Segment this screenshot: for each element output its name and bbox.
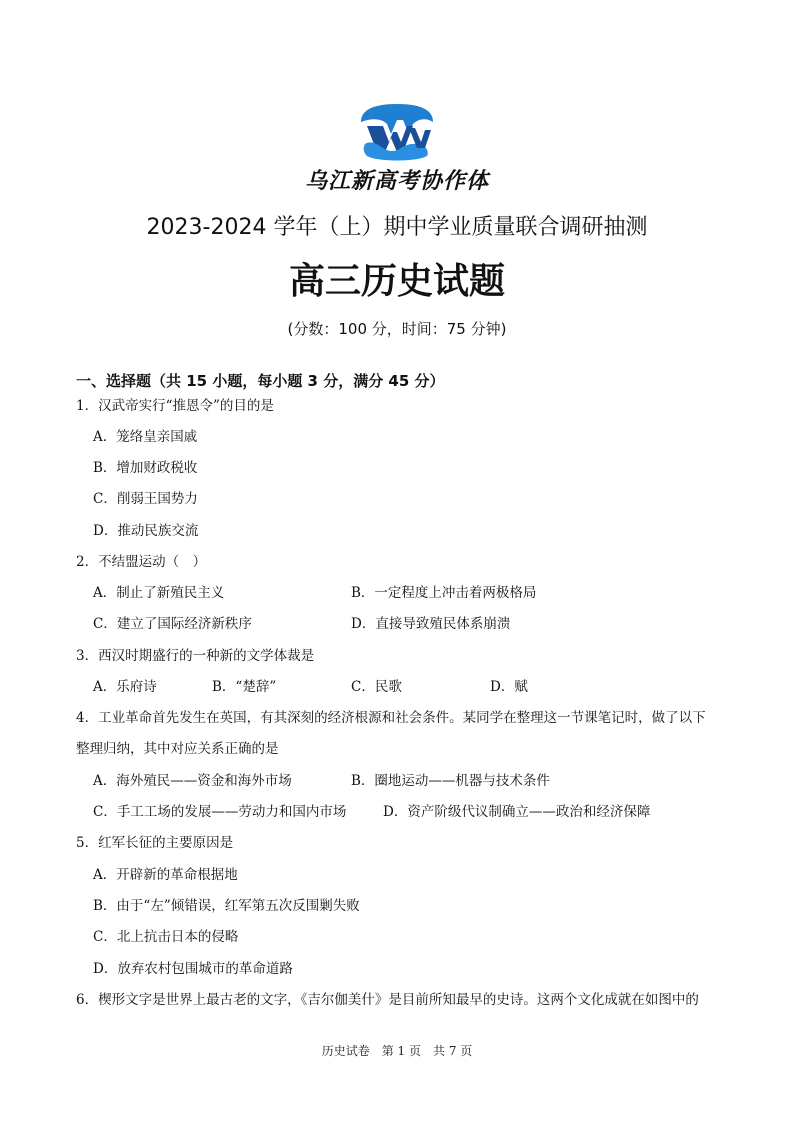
organization-name: 乌江新高考协作体 xyxy=(304,169,489,194)
question-4-option-d: D．资产阶级代议制确立——政治和经济保障 xyxy=(383,804,651,820)
question-1-option-a: A．笼络皇亲国戚 xyxy=(93,429,198,445)
question-4-option-c: C．手工工场的发展——劳动力和国内市场 xyxy=(93,804,347,820)
question-4-option-b: B．圈地运动——机器与技术条件 xyxy=(351,773,550,789)
question-1-option-c: C．削弱王国势力 xyxy=(93,491,198,507)
organization-logo xyxy=(357,104,437,162)
question-2-stem: 2．不结盟运动（ ） xyxy=(76,554,207,570)
question-4-stem-line-2: 整理归纳，其中对应关系正确的是 xyxy=(76,741,279,757)
question-2-option-b: B．一定程度上冲击着两极格局 xyxy=(351,585,537,601)
page-footer: 历史试卷 第 1 页 共 7 页 xyxy=(321,1044,473,1058)
page-title: 高三历史试题 xyxy=(288,261,505,302)
question-6-stem: 6．楔形文字是世界上最古老的文字，《吉尔伽美什》是目前所知最早的史诗。这两个文化成就在如图中的 xyxy=(76,992,699,1008)
question-3-option-a: A．乐府诗 xyxy=(93,679,157,695)
section-heading: 一、选择题（共 15 小题，每小题 3 分，满分 45 分） xyxy=(76,372,445,390)
question-1-stem: 1．汉武帝实行“推恩令”的目的是 xyxy=(76,398,274,414)
question-5-option-b: B．由于“左”倾错误，红军第五次反围剿失败 xyxy=(93,898,360,914)
question-3-option-b: B．“楚辞” xyxy=(212,679,277,695)
question-2-option-d: D．直接导致殖民体系崩溃 xyxy=(351,616,511,632)
question-5-option-c: C．北上抗击日本的侵略 xyxy=(93,929,239,945)
question-3-stem: 3．西汉时期盛行的一种新的文学体裁是 xyxy=(76,648,315,664)
exam-subtitle: 2023-2024 学年（上）期中学业质量联合调研抽测 xyxy=(146,215,648,240)
question-3-option-d: D．赋 xyxy=(490,679,528,695)
score-time-info: (分数：100 分，时间：75 分钟) xyxy=(287,320,507,338)
question-5-stem: 5．红军长征的主要原因是 xyxy=(76,835,234,851)
question-5-option-a: A．开辟新的革命根据地 xyxy=(93,867,238,883)
question-3-option-c: C．民歌 xyxy=(351,679,402,695)
question-2-option-a: A．制止了新殖民主义 xyxy=(93,585,225,601)
question-2-option-c: C．建立了国际经济新秩序 xyxy=(93,616,252,632)
question-4-stem-line-1: 4．工业革命首先发生在英国，有其深刻的经济根源和社会条件。某同学在整理这一节课笔记时，做了以下 xyxy=(76,710,706,726)
question-1-option-b: B．增加财政税收 xyxy=(93,460,198,476)
question-4-option-a: A．海外殖民——资金和海外市场 xyxy=(93,773,292,789)
question-1-option-d: D．推动民族交流 xyxy=(93,523,199,539)
question-5-option-d: D．放弃农村包围城市的革命道路 xyxy=(93,961,293,977)
